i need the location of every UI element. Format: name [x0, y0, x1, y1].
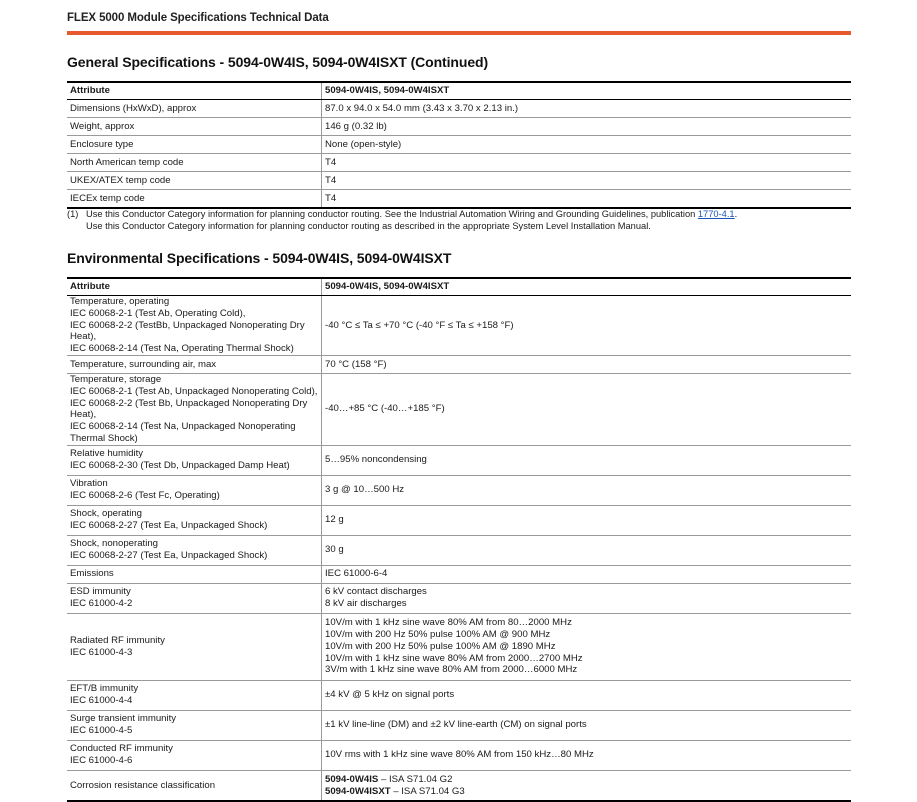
- attribute-cell: Emissions: [67, 565, 322, 583]
- value-cell: -40 °C ≤ Ta ≤ +70 °C (-40 °F ≤ Ta ≤ +158 °F): [322, 296, 852, 356]
- value-cell: 30 g: [322, 535, 852, 565]
- header-rule: [67, 31, 851, 35]
- table-row: [67, 565, 851, 583]
- footnote-line-1: Use this Conductor Category information for planning conductor routing. See the Industrial Automation Wiring and Grounding Guidelines, publication 1770-4.1.: [86, 209, 738, 219]
- column-header: 5094-0W4IS, 5094-0W4ISXT: [322, 278, 852, 296]
- table-header-row: [67, 278, 851, 296]
- value-cell: None (open-style): [322, 136, 852, 154]
- table-row: [67, 710, 851, 740]
- attribute-cell: ESD immunity IEC 61000-4-2: [67, 583, 322, 613]
- value-cell: 10V rms with 1 kHz sine wave 80% AM from 150 kHz…80 MHz: [322, 740, 852, 770]
- value-cell: 10V/m with 1 kHz sine wave 80% AM from 80…2000 MHz 10V/m with 200 Hz 50% pulse 100% AM @ 900 MHz 10V/m with 200 Hz 50% pulse 100% AM @ 1890 MHz 10V/m with 1 kHz sine wave 80% AM from 2000…2700 MHz 3V/m with 1 kHz sine wave 80% AM from 2000…6000 MHz: [322, 613, 852, 680]
- table-row: [67, 355, 851, 373]
- attribute-cell: Shock, operating IEC 60068-2-27 (Test Ea, Unpackaged Shock): [67, 505, 322, 535]
- value-cell: T4: [322, 154, 852, 172]
- attribute-cell: Temperature, storage IEC 60068-2-1 (Test Ab, Unpackaged Nonoperating Cold), IEC 60068-2-2 (Test Bb, Unpackaged Nonoperating Dry Heat), IEC 60068-2-14 (Test Na, Unpackaged Nonoperating Thermal Shock): [67, 373, 322, 445]
- value-cell: T4: [322, 190, 852, 209]
- table-row: [67, 613, 851, 680]
- value-cell: -40…+85 °C (-40…+185 °F): [322, 373, 852, 445]
- table-row: [67, 296, 851, 356]
- value-cell: ±4 kV @ 5 kHz on signal ports: [322, 680, 852, 710]
- attribute-cell: Weight, approx: [67, 118, 322, 136]
- footnote-marker: (1): [67, 209, 79, 219]
- attribute-cell: Conducted RF immunity IEC 61000-4-6: [67, 740, 322, 770]
- column-header: Attribute: [67, 278, 322, 296]
- value-cell: IEC 61000-6-4: [322, 565, 852, 583]
- attribute-cell: Temperature, operating IEC 60068-2-1 (Test Ab, Operating Cold), IEC 60068-2-2 (TestBb, Unpackaged Nonoperating Dry Heat), IEC 60068-2-14 (Test Na, Operating Thermal Shock): [67, 296, 322, 356]
- general-specs-table: [67, 81, 851, 209]
- running-header: FLEX 5000 Module Specifications Technical Data: [67, 12, 329, 24]
- attribute-cell: Radiated RF immunity IEC 61000-4-3: [67, 613, 322, 680]
- value-cell: 87.0 x 94.0 x 54.0 mm (3.43 x 3.70 x 2.13 in.): [322, 100, 852, 118]
- value-line: 5094-0W4IS – ISA S71.04 G2: [325, 773, 453, 785]
- table-row: [67, 535, 851, 565]
- column-header: 5094-0W4IS, 5094-0W4ISXT: [322, 82, 852, 100]
- value-cell: 70 °C (158 °F): [322, 355, 852, 373]
- environmental-specs-title: Environmental Specifications - 5094-0W4IS, 5094-0W4ISXT: [67, 250, 452, 266]
- table-row: [67, 373, 851, 445]
- table-row: [67, 100, 851, 118]
- environmental-specs-table: [67, 277, 851, 802]
- attribute-cell: Relative humidity IEC 60068-2-30 (Test Db, Unpackaged Damp Heat): [67, 445, 322, 475]
- table-row: [67, 475, 851, 505]
- table-header-row: [67, 82, 851, 100]
- attribute-cell: Enclosure type: [67, 136, 322, 154]
- attribute-cell: Shock, nonoperating IEC 60068-2-27 (Test Ea, Unpackaged Shock): [67, 535, 322, 565]
- value-cell: 6 kV contact discharges 8 kV air discharges: [322, 583, 852, 613]
- table-row: [67, 740, 851, 770]
- table-row: [67, 172, 851, 190]
- table-row: [67, 770, 851, 801]
- attribute-cell: IECEx temp code: [67, 190, 322, 209]
- attribute-cell: EFT/B immunity IEC 61000-4-4: [67, 680, 322, 710]
- value-cell: T4: [322, 172, 852, 190]
- attribute-cell: Corrosion resistance classification: [67, 770, 322, 801]
- general-specs-title: General Specifications - 5094-0W4IS, 5094-0W4ISXT (Continued): [67, 54, 489, 70]
- table-row: [67, 583, 851, 613]
- publication-link[interactable]: 1770-4.1: [697, 209, 735, 219]
- table-row: [67, 118, 851, 136]
- table-row: [67, 445, 851, 475]
- table-row: [67, 680, 851, 710]
- table-row: [67, 190, 851, 209]
- table-row: [67, 154, 851, 172]
- table-row: [67, 136, 851, 154]
- attribute-cell: Dimensions (HxWxD), approx: [67, 100, 322, 118]
- attribute-cell: UKEX/ATEX temp code: [67, 172, 322, 190]
- table-footnote: [67, 209, 851, 232]
- table-row: [67, 505, 851, 535]
- attribute-cell: Vibration IEC 60068-2-6 (Test Fc, Operating): [67, 475, 322, 505]
- value-cell: 12 g: [322, 505, 852, 535]
- value-cell: 146 g (0.32 lb): [322, 118, 852, 136]
- value-line: 5094-0W4ISXT – ISA S71.04 G3: [325, 785, 465, 797]
- value-cell: [322, 770, 852, 801]
- column-header: Attribute: [67, 82, 322, 100]
- value-cell: 3 g @ 10…500 Hz: [322, 475, 852, 505]
- footnote-line-2: Use this Conductor Category information for planning conductor routing as described in the appropriate System Level Installation Manual.: [86, 220, 651, 231]
- value-cell: 5…95% noncondensing: [322, 445, 852, 475]
- value-cell: ±1 kV line-line (DM) and ±2 kV line-earth (CM) on signal ports: [322, 710, 852, 740]
- attribute-cell: Surge transient immunity IEC 61000-4-5: [67, 710, 322, 740]
- attribute-cell: North American temp code: [67, 154, 322, 172]
- attribute-cell: Temperature, surrounding air, max: [67, 355, 322, 373]
